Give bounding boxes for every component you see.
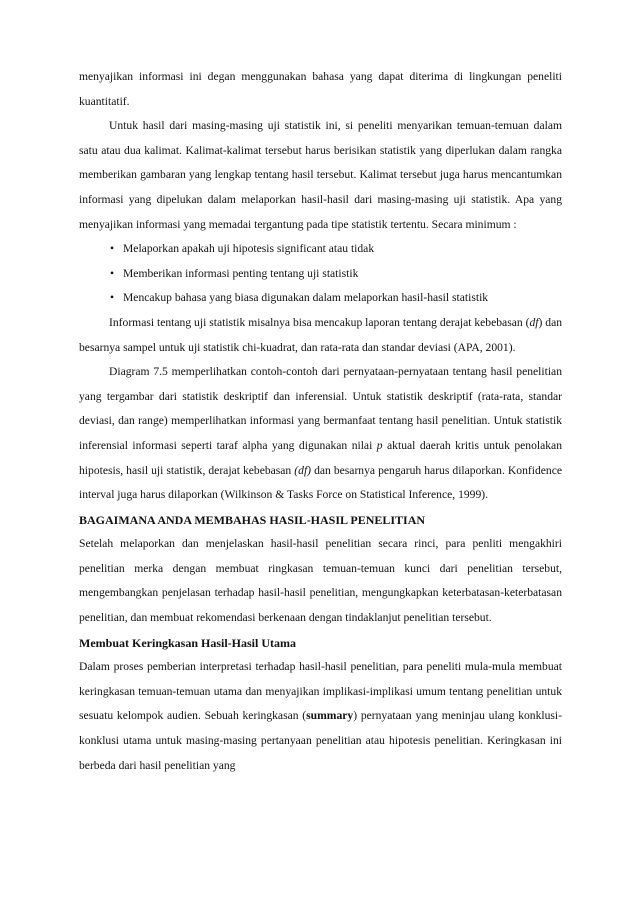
paragraph-text: ) pernyataan yang meninjau ulang konklusi-konklusi utama untuk masing-masing pertanyaan penelitian atau hipotesis penelitian. Keringkasan ini berbeda dari hasil penelitian yang: [79, 709, 562, 772]
list-item-text: Memberikan informasi penting tentang uji statistik: [123, 266, 359, 280]
paragraph-summary: [79, 655, 562, 778]
paragraph-diagram: [79, 360, 562, 508]
paragraph-test-info: [79, 311, 562, 360]
page-body: [79, 65, 562, 778]
paragraph-discussion: [79, 532, 562, 630]
paragraph-text: Diagram 7.5 memperlihatkan contoh-contoh dari pernyataan-pernyataan tentang hasil penelitian yang tergambar dari statistik deskriptif dan inferensial. Untuk statistik deskriptif (rata-rata, standar deviasi, dan range) memperlihatkan informasi yang bermanfaat tentang hasil penelitian. Untuk statistik inferensial informasi seperti taraf alpha yang digunakan nilai: [79, 365, 562, 452]
bullet-icon: •: [109, 291, 115, 305]
paragraph-text: aktual daerah kritis untuk penolakan hipotesis, hasil uji statistik, derajat kebebasan: [79, 438, 562, 477]
section-heading: BAGAIMANA ANDA MEMBAHAS HASIL-HASIL PENELITIAN: [79, 512, 426, 527]
bold-term: summary: [306, 709, 354, 723]
list-item-text: Melaporkan apakah uji hipotesis significant atau tidak: [123, 242, 375, 256]
italic-term: (df): [294, 463, 312, 477]
paragraph-text: Informasi tentang uji statistik misalnya bisa mencakup laporan tentang derajat kebebasan (: [109, 315, 530, 329]
paragraph-text: Setelah melaporkan dan menjelaskan hasil-hasil penelitian secara rinci, para penliti mengakhiri penelitian merka dengan membuat ringkasan temuan-temuan kunci dari penelitian tersebut, mengembangkan penjelasan terhadap hasil-hasil penelitian, mengungkapkan keterbatasan-keterbatasan penelitian, dan membuat rekomendasi berkenaan dengan tindaklanjut penelitian tersebut.: [79, 537, 562, 625]
paragraph-text: Untuk hasil dari masing-masing uji statistik ini, si peneliti menyarikan temuan-temuan dalam satu atau dua kalimat. Kalimat-kalimat tersebut harus berisikan statistik yang diperlukan dalam rangka memberikan gambaran yang lengkap tentang hasil tersebut. Kalimat tersebut juga harus mencantumkan informasi yang dipelukan dalam melaporkan hasil-hasil dari masing-masing uji statistik. Apa yang menyajikan informasi yang memadai tergantung pada tipe statistik tertentu. Secara minimum :: [79, 119, 562, 231]
italic-term: p: [376, 438, 383, 452]
list-item: [109, 286, 562, 311]
bullet-icon: •: [109, 242, 115, 256]
paragraph-text: Dalam proses pemberian interpretasi terhadap hasil-hasil penelitian, para peneliti mula-mula membuat keringkasan temuan-temuan utama dan menyajikan implikasi-implikasi umum tentang penelitian untuk sesuatu kelompok audien. Sebuah keringkasan (: [79, 660, 562, 723]
paragraph-statistics-summary: [79, 114, 562, 237]
list-item: [109, 262, 562, 287]
bullet-icon: •: [109, 266, 115, 280]
paragraph-text: ) dan besarnya sampel untuk uji statistik chi-kuadrat, dan rata-rata dan standar deviasi (APA, 2001).: [79, 315, 563, 354]
paragraph-text: menyajikan informasi ini degan menggunakan bahasa yang dapat diterima di lingkungan peneliti kuantitatif.: [79, 70, 562, 108]
list-item: [109, 237, 562, 262]
bullet-list: [79, 237, 562, 311]
list-item-text: Mencakup bahasa yang biasa digunakan dalam melaporkan hasil-hasil statistik: [123, 291, 489, 305]
paragraph-continuation: [79, 65, 562, 114]
paragraph-text: dan besarnya pengaruh harus dilaporkan. Konfidence interval juga harus dilaporkan (Wilkinson & Tasks Force on Statistical Inference, 1999).: [79, 463, 562, 502]
subsection-heading: Membuat Keringkasan Hasil-Hasil Utama: [79, 635, 297, 650]
italic-term: df: [529, 315, 539, 329]
